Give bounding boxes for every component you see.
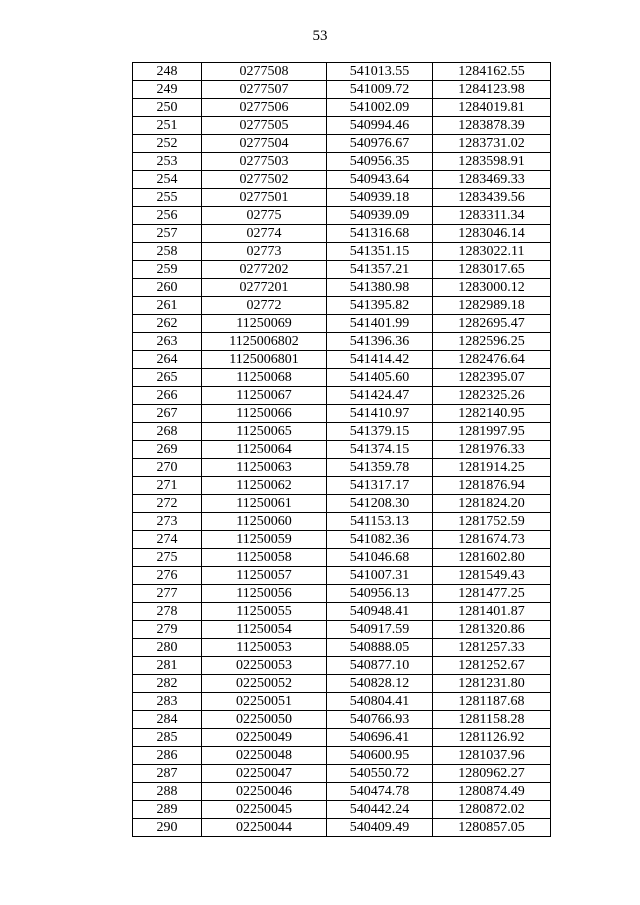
y-coordinate-cell: 1281126.92	[433, 729, 551, 747]
row-number-cell: 255	[133, 189, 202, 207]
row-number-cell: 277	[133, 585, 202, 603]
row-number-cell: 287	[133, 765, 202, 783]
y-coordinate-cell: 1281257.33	[433, 639, 551, 657]
point-id-cell: 0277507	[202, 81, 327, 99]
x-coordinate-cell: 541396.36	[327, 333, 433, 351]
y-coordinate-cell: 1281997.95	[433, 423, 551, 441]
point-id-cell: 02774	[202, 225, 327, 243]
x-coordinate-cell: 541401.99	[327, 315, 433, 333]
point-id-cell: 0277505	[202, 117, 327, 135]
x-coordinate-cell: 541153.13	[327, 513, 433, 531]
row-number-cell: 290	[133, 819, 202, 837]
y-coordinate-cell: 1284162.55	[433, 63, 551, 81]
x-coordinate-cell: 540956.35	[327, 153, 433, 171]
y-coordinate-cell: 1280857.05	[433, 819, 551, 837]
x-coordinate-cell: 541013.55	[327, 63, 433, 81]
x-coordinate-cell: 541351.15	[327, 243, 433, 261]
x-coordinate-cell: 540828.12	[327, 675, 433, 693]
point-id-cell: 11250055	[202, 603, 327, 621]
point-id-cell: 0277503	[202, 153, 327, 171]
table-row	[133, 801, 551, 819]
y-coordinate-cell: 1283439.56	[433, 189, 551, 207]
y-coordinate-cell: 1281187.68	[433, 693, 551, 711]
table-row	[133, 639, 551, 657]
y-coordinate-cell: 1283878.39	[433, 117, 551, 135]
x-coordinate-cell: 540888.05	[327, 639, 433, 657]
x-coordinate-cell: 540600.95	[327, 747, 433, 765]
y-coordinate-cell: 1282395.07	[433, 369, 551, 387]
x-coordinate-cell: 541374.15	[327, 441, 433, 459]
x-coordinate-cell: 541380.98	[327, 279, 433, 297]
table-row	[133, 819, 551, 837]
row-number-cell: 284	[133, 711, 202, 729]
x-coordinate-cell: 541082.36	[327, 531, 433, 549]
table-row	[133, 189, 551, 207]
point-id-cell: 02250046	[202, 783, 327, 801]
row-number-cell: 270	[133, 459, 202, 477]
y-coordinate-cell: 1282989.18	[433, 297, 551, 315]
x-coordinate-cell: 541046.68	[327, 549, 433, 567]
table-row	[133, 369, 551, 387]
point-id-cell: 0277508	[202, 63, 327, 81]
table-row	[133, 441, 551, 459]
x-coordinate-cell: 541002.09	[327, 99, 433, 117]
point-id-cell: 11250061	[202, 495, 327, 513]
point-id-cell: 02772	[202, 297, 327, 315]
table-row	[133, 297, 551, 315]
x-coordinate-cell: 540766.93	[327, 711, 433, 729]
point-id-cell: 02775	[202, 207, 327, 225]
y-coordinate-cell: 1283046.14	[433, 225, 551, 243]
row-number-cell: 289	[133, 801, 202, 819]
point-id-cell: 02250053	[202, 657, 327, 675]
row-number-cell: 254	[133, 171, 202, 189]
point-id-cell: 11250068	[202, 369, 327, 387]
x-coordinate-cell: 540994.46	[327, 117, 433, 135]
row-number-cell: 281	[133, 657, 202, 675]
point-id-cell: 11250066	[202, 405, 327, 423]
table-row	[133, 315, 551, 333]
x-coordinate-cell: 541009.72	[327, 81, 433, 99]
row-number-cell: 280	[133, 639, 202, 657]
point-id-cell: 0277504	[202, 135, 327, 153]
row-number-cell: 250	[133, 99, 202, 117]
table-row	[133, 531, 551, 549]
point-id-cell: 0277501	[202, 189, 327, 207]
x-coordinate-cell: 541357.21	[327, 261, 433, 279]
row-number-cell: 271	[133, 477, 202, 495]
point-id-cell: 02250047	[202, 765, 327, 783]
y-coordinate-cell: 1283731.02	[433, 135, 551, 153]
table-row	[133, 513, 551, 531]
point-id-cell: 02773	[202, 243, 327, 261]
x-coordinate-cell: 540696.41	[327, 729, 433, 747]
y-coordinate-cell: 1281976.33	[433, 441, 551, 459]
table-row	[133, 549, 551, 567]
table-row	[133, 171, 551, 189]
y-coordinate-cell: 1281876.94	[433, 477, 551, 495]
row-number-cell: 276	[133, 567, 202, 585]
y-coordinate-cell: 1281401.87	[433, 603, 551, 621]
table-row	[133, 459, 551, 477]
x-coordinate-cell: 541395.82	[327, 297, 433, 315]
table-row	[133, 207, 551, 225]
x-coordinate-cell: 541410.97	[327, 405, 433, 423]
point-id-cell: 0277502	[202, 171, 327, 189]
y-coordinate-cell: 1281602.80	[433, 549, 551, 567]
table-row	[133, 405, 551, 423]
point-id-cell: 11250069	[202, 315, 327, 333]
point-id-cell: 11250064	[202, 441, 327, 459]
row-number-cell: 265	[133, 369, 202, 387]
point-id-cell: 11250058	[202, 549, 327, 567]
row-number-cell: 256	[133, 207, 202, 225]
point-id-cell: 02250044	[202, 819, 327, 837]
y-coordinate-cell: 1281252.67	[433, 657, 551, 675]
y-coordinate-cell: 1281477.25	[433, 585, 551, 603]
row-number-cell: 286	[133, 747, 202, 765]
row-number-cell: 261	[133, 297, 202, 315]
table-row	[133, 243, 551, 261]
point-id-cell: 02250048	[202, 747, 327, 765]
table-row	[133, 495, 551, 513]
x-coordinate-cell: 540917.59	[327, 621, 433, 639]
x-coordinate-cell: 541414.42	[327, 351, 433, 369]
table-row	[133, 81, 551, 99]
y-coordinate-cell: 1281824.20	[433, 495, 551, 513]
row-number-cell: 262	[133, 315, 202, 333]
y-coordinate-cell: 1282325.26	[433, 387, 551, 405]
x-coordinate-cell: 540943.64	[327, 171, 433, 189]
y-coordinate-cell: 1282695.47	[433, 315, 551, 333]
y-coordinate-cell: 1282476.64	[433, 351, 551, 369]
point-id-cell: 1125006802	[202, 333, 327, 351]
point-id-cell: 11250056	[202, 585, 327, 603]
table-row	[133, 225, 551, 243]
row-number-cell: 275	[133, 549, 202, 567]
x-coordinate-cell: 540877.10	[327, 657, 433, 675]
point-id-cell: 11250060	[202, 513, 327, 531]
y-coordinate-cell: 1284019.81	[433, 99, 551, 117]
y-coordinate-cell: 1283311.34	[433, 207, 551, 225]
x-coordinate-cell: 540550.72	[327, 765, 433, 783]
point-id-cell: 11250053	[202, 639, 327, 657]
x-coordinate-cell: 540948.41	[327, 603, 433, 621]
table-row	[133, 387, 551, 405]
x-coordinate-cell: 540804.41	[327, 693, 433, 711]
table-row	[133, 711, 551, 729]
point-id-cell: 0277201	[202, 279, 327, 297]
x-coordinate-cell: 541405.60	[327, 369, 433, 387]
row-number-cell: 278	[133, 603, 202, 621]
point-id-cell: 02250049	[202, 729, 327, 747]
row-number-cell: 252	[133, 135, 202, 153]
table-row	[133, 783, 551, 801]
table-row	[133, 423, 551, 441]
table-row	[133, 153, 551, 171]
x-coordinate-cell: 541359.78	[327, 459, 433, 477]
y-coordinate-cell: 1281674.73	[433, 531, 551, 549]
x-coordinate-cell: 541007.31	[327, 567, 433, 585]
table-row	[133, 621, 551, 639]
x-coordinate-cell: 540442.24	[327, 801, 433, 819]
y-coordinate-cell: 1280874.49	[433, 783, 551, 801]
table-row	[133, 765, 551, 783]
y-coordinate-cell: 1283022.11	[433, 243, 551, 261]
table-row	[133, 99, 551, 117]
x-coordinate-cell: 540956.13	[327, 585, 433, 603]
point-id-cell: 02250045	[202, 801, 327, 819]
table-row	[133, 657, 551, 675]
table-row	[133, 603, 551, 621]
row-number-cell: 259	[133, 261, 202, 279]
page-number: 53	[312, 28, 328, 44]
y-coordinate-cell: 1283598.91	[433, 153, 551, 171]
table-row	[133, 63, 551, 81]
y-coordinate-cell: 1281914.25	[433, 459, 551, 477]
table-row	[133, 135, 551, 153]
y-coordinate-cell: 1282140.95	[433, 405, 551, 423]
row-number-cell: 288	[133, 783, 202, 801]
row-number-cell: 266	[133, 387, 202, 405]
x-coordinate-cell: 540939.18	[327, 189, 433, 207]
point-id-cell: 0277506	[202, 99, 327, 117]
table-row	[133, 729, 551, 747]
point-id-cell: 11250054	[202, 621, 327, 639]
y-coordinate-cell: 1281158.28	[433, 711, 551, 729]
x-coordinate-cell: 540976.67	[327, 135, 433, 153]
table-row	[133, 693, 551, 711]
x-coordinate-cell: 540474.78	[327, 783, 433, 801]
table-row	[133, 567, 551, 585]
row-number-cell: 263	[133, 333, 202, 351]
table-row	[133, 333, 551, 351]
point-id-cell: 1125006801	[202, 351, 327, 369]
row-number-cell: 260	[133, 279, 202, 297]
x-coordinate-cell: 541316.68	[327, 225, 433, 243]
row-number-cell: 273	[133, 513, 202, 531]
y-coordinate-cell: 1281752.59	[433, 513, 551, 531]
point-id-cell: 11250062	[202, 477, 327, 495]
row-number-cell: 248	[133, 63, 202, 81]
row-number-cell: 267	[133, 405, 202, 423]
y-coordinate-cell: 1283017.65	[433, 261, 551, 279]
x-coordinate-cell: 541379.15	[327, 423, 433, 441]
x-coordinate-cell: 541208.30	[327, 495, 433, 513]
row-number-cell: 258	[133, 243, 202, 261]
row-number-cell: 251	[133, 117, 202, 135]
table-row	[133, 585, 551, 603]
y-coordinate-cell: 1280872.02	[433, 801, 551, 819]
x-coordinate-cell: 540939.09	[327, 207, 433, 225]
y-coordinate-cell: 1283000.12	[433, 279, 551, 297]
x-coordinate-cell: 541317.17	[327, 477, 433, 495]
table-row	[133, 675, 551, 693]
row-number-cell: 283	[133, 693, 202, 711]
row-number-cell: 269	[133, 441, 202, 459]
table-row	[133, 261, 551, 279]
point-id-cell: 11250059	[202, 531, 327, 549]
point-id-cell: 11250067	[202, 387, 327, 405]
y-coordinate-cell: 1282596.25	[433, 333, 551, 351]
point-id-cell: 0277202	[202, 261, 327, 279]
row-number-cell: 257	[133, 225, 202, 243]
table-body	[133, 63, 551, 837]
y-coordinate-cell: 1281231.80	[433, 675, 551, 693]
point-id-cell: 11250057	[202, 567, 327, 585]
row-number-cell: 285	[133, 729, 202, 747]
row-number-cell: 274	[133, 531, 202, 549]
row-number-cell: 264	[133, 351, 202, 369]
row-number-cell: 279	[133, 621, 202, 639]
row-number-cell: 272	[133, 495, 202, 513]
point-id-cell: 11250063	[202, 459, 327, 477]
point-id-cell: 02250052	[202, 675, 327, 693]
x-coordinate-cell: 541424.47	[327, 387, 433, 405]
y-coordinate-cell: 1284123.98	[433, 81, 551, 99]
row-number-cell: 253	[133, 153, 202, 171]
row-number-cell: 268	[133, 423, 202, 441]
x-coordinate-cell: 540409.49	[327, 819, 433, 837]
point-id-cell: 11250065	[202, 423, 327, 441]
table-row	[133, 747, 551, 765]
point-id-cell: 02250050	[202, 711, 327, 729]
y-coordinate-cell: 1283469.33	[433, 171, 551, 189]
table-row	[133, 117, 551, 135]
y-coordinate-cell: 1281037.96	[433, 747, 551, 765]
y-coordinate-cell: 1281320.86	[433, 621, 551, 639]
row-number-cell: 282	[133, 675, 202, 693]
y-coordinate-cell: 1280962.27	[433, 765, 551, 783]
row-number-cell: 249	[133, 81, 202, 99]
point-id-cell: 02250051	[202, 693, 327, 711]
table-row	[133, 279, 551, 297]
table-row	[133, 477, 551, 495]
coordinates-table	[132, 62, 551, 837]
table-row	[133, 351, 551, 369]
y-coordinate-cell: 1281549.43	[433, 567, 551, 585]
